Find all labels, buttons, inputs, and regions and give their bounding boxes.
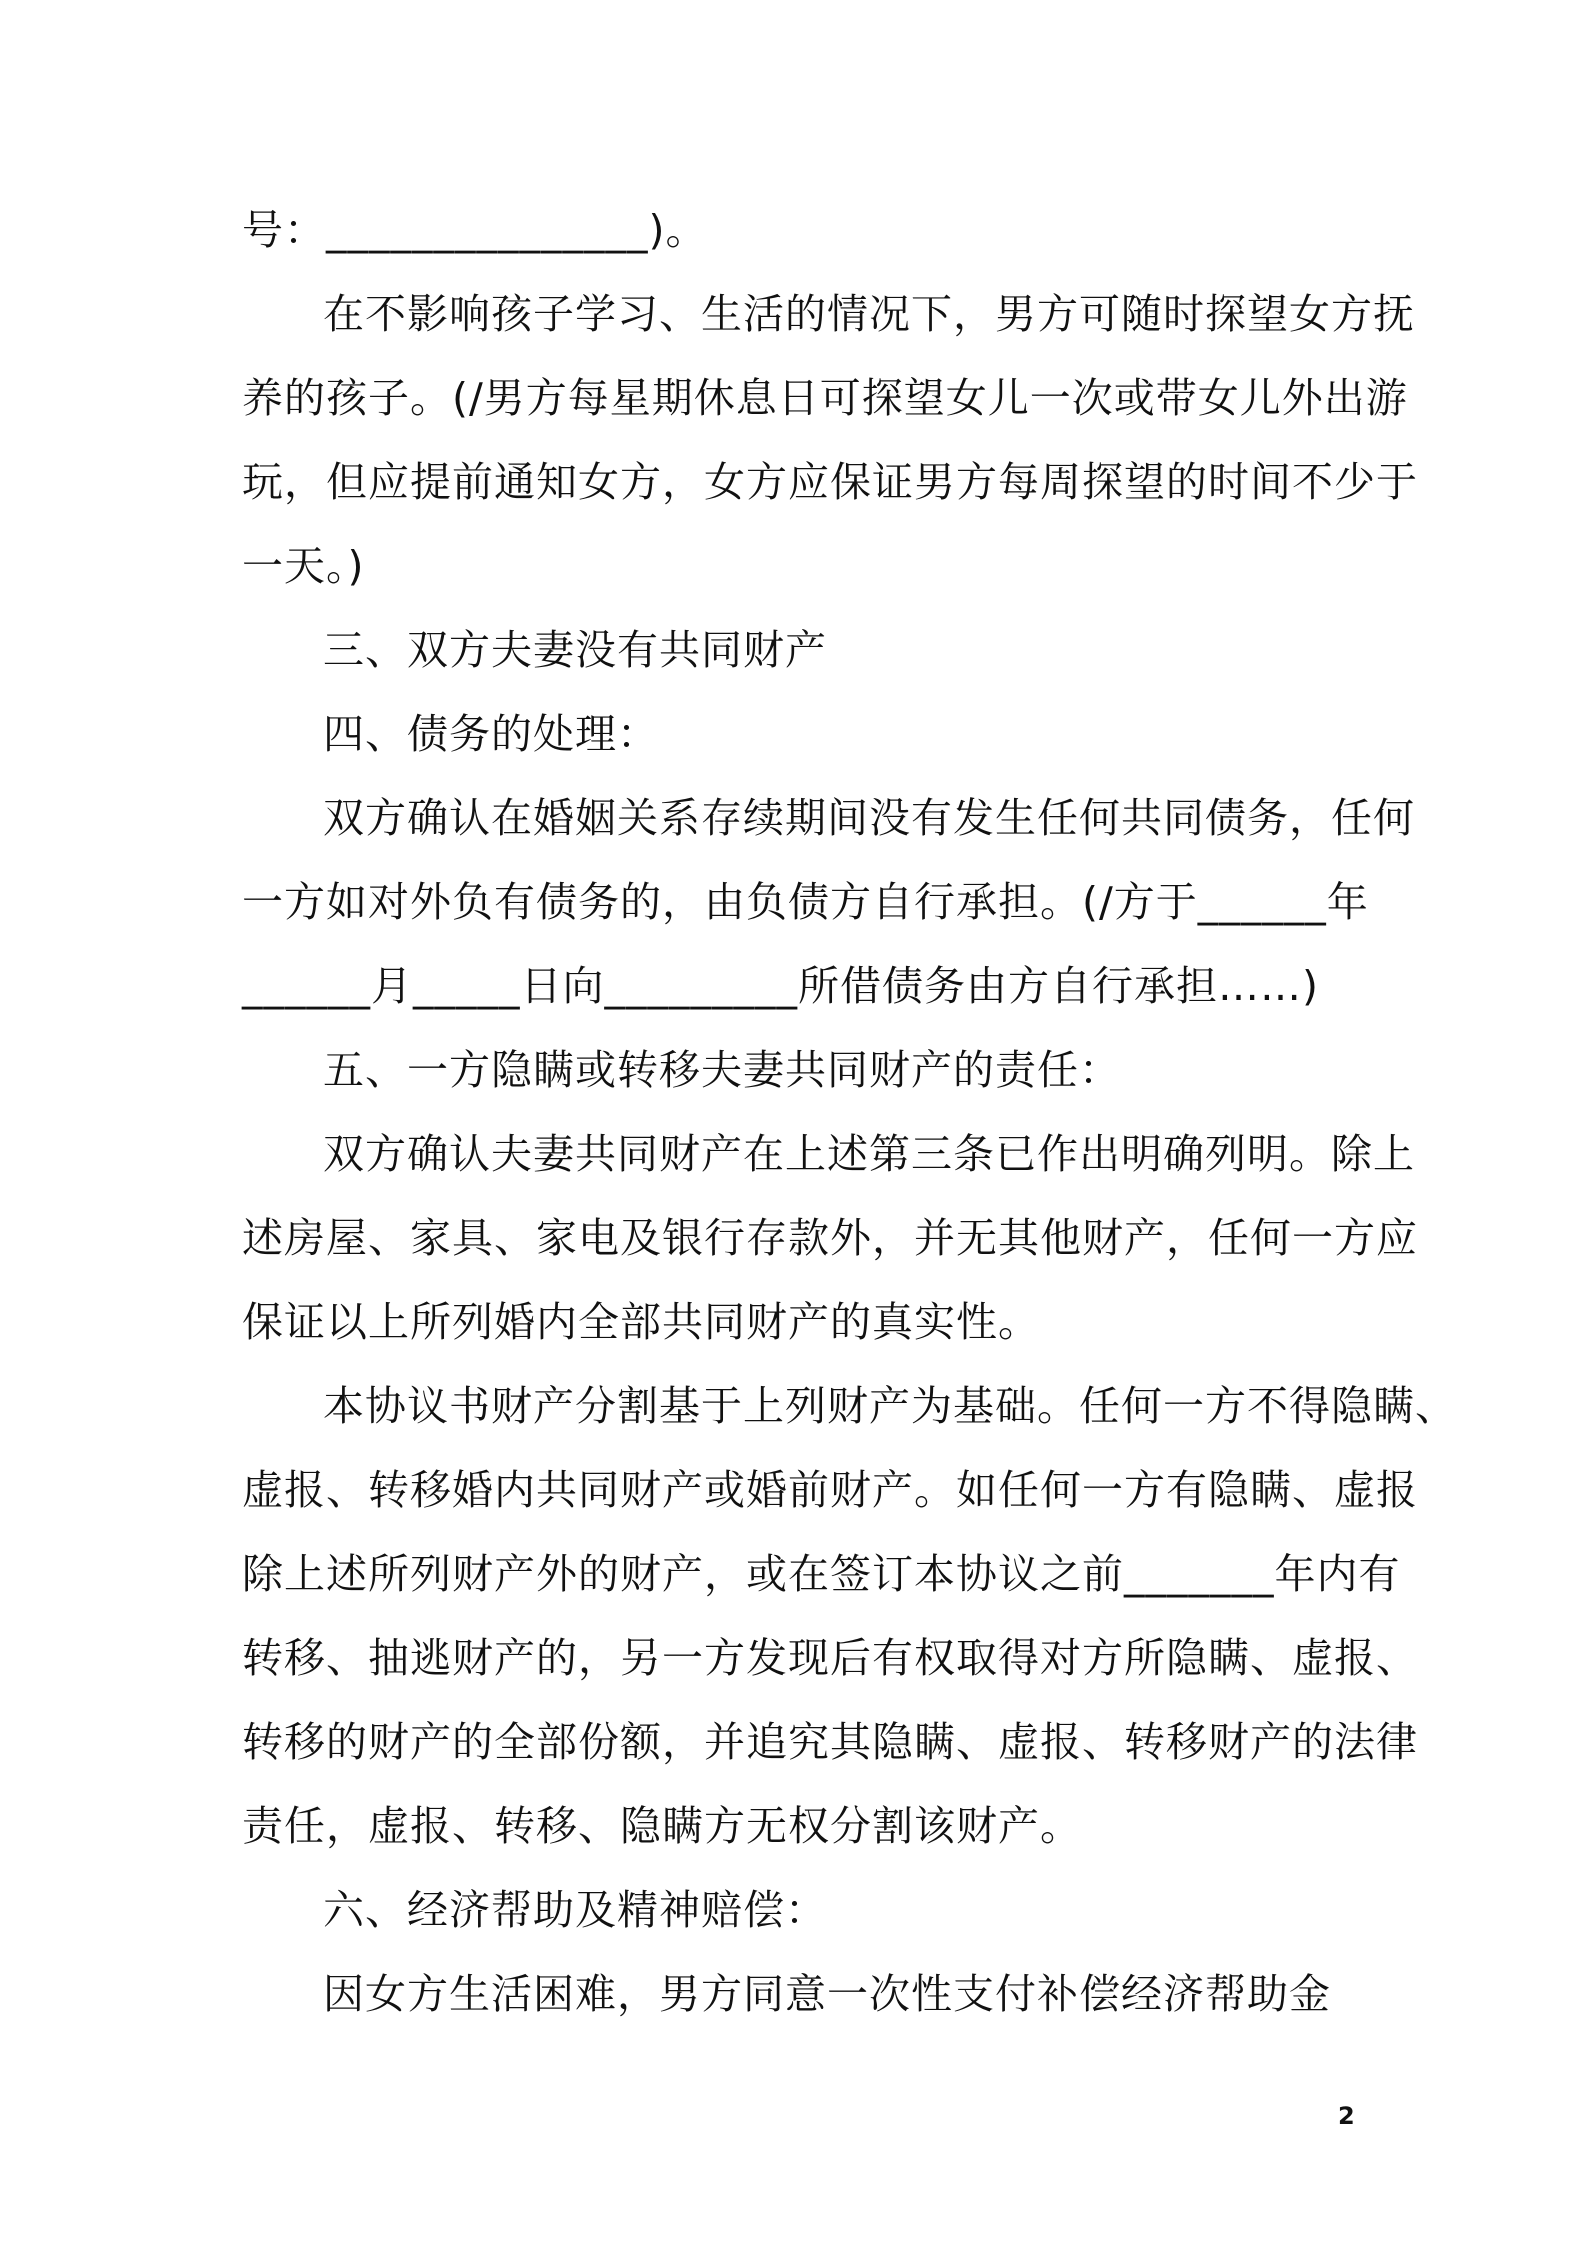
text-line: ______月_____日向_________所借债务由方自行承担……) — [242, 962, 1319, 1010]
section-heading: 四、债务的处理： — [323, 710, 659, 758]
text-line: 述房屋、家具、家电及银行存款外，并无其他财产，任何一方应 — [242, 1214, 1418, 1262]
text-line: 号：_______________)。 — [242, 206, 708, 254]
text-line: 双方确认在婚姻关系存续期间没有发生任何共同债务，任何 — [323, 794, 1415, 842]
text-line: 一方如对外负有债务的，由负债方自行承担。(/方于______年 — [242, 878, 1369, 926]
section-heading: 三、双方夫妻没有共同财产 — [323, 626, 827, 674]
section-heading: 五、一方隐瞒或转移夫妻共同财产的责任： — [323, 1046, 1121, 1094]
text-line: 一天。) — [242, 542, 365, 590]
text-line: 转移的财产的全部份额，并追究其隐瞒、虚报、转移财产的法律 — [242, 1718, 1418, 1766]
text-line: 因女方生活困难，男方同意一次性支付补偿经济帮助金 — [323, 1970, 1331, 2018]
text-line: 虚报、转移婚内共同财产或婚前财产。如任何一方有隐瞒、虚报 — [242, 1466, 1418, 1514]
text-line: 养的孩子。(/男方每星期休息日可探望女儿一次或带女儿外出游 — [242, 374, 1408, 422]
text-line: 责任，虚报、转移、隐瞒方无权分割该财产。 — [242, 1802, 1082, 1850]
text-line: 保证以上所列婚内全部共同财产的真实性。 — [242, 1298, 1040, 1346]
text-line: 玩，但应提前通知女方，女方应保证男方每周探望的时间不少于 — [242, 458, 1418, 506]
text-line: 除上述所列财产外的财产，或在签订本协议之前_______年内有 — [242, 1550, 1401, 1598]
text-line: 双方确认夫妻共同财产在上述第三条已作出明确列明。除上 — [323, 1130, 1415, 1178]
text-line: 转移、抽逃财产的，另一方发现后有权取得对方所隐瞒、虚报、 — [242, 1634, 1418, 1682]
text-line: 本协议书财产分割基于上列财产为基础。任何一方不得隐瞒、 — [323, 1382, 1457, 1430]
page-number: 2 — [1338, 2102, 1355, 2130]
text-line: 在不影响孩子学习、生活的情况下，男方可随时探望女方抚 — [323, 290, 1415, 338]
section-heading: 六、经济帮助及精神赔偿： — [323, 1886, 827, 1934]
